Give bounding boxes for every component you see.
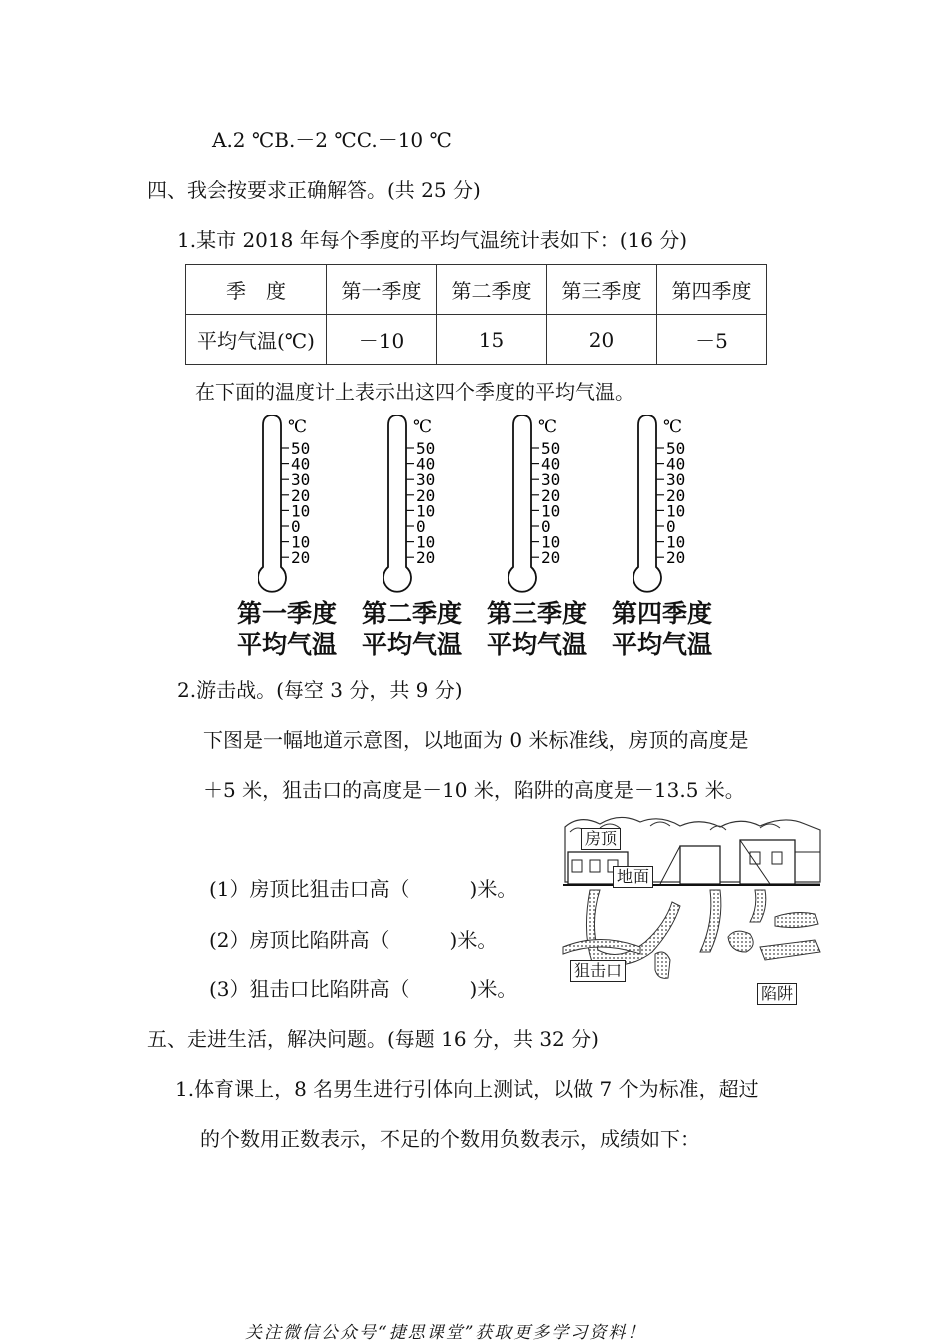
tunnel xyxy=(760,940,820,960)
house-right xyxy=(740,840,795,884)
tick-label: 10 xyxy=(666,501,686,521)
tick-label: 50 xyxy=(666,439,686,458)
tick-label: 20 xyxy=(541,548,561,568)
tick-label: 40 xyxy=(291,454,311,474)
thermometer-1[interactable] xyxy=(258,415,338,600)
sniper-hole xyxy=(655,952,670,978)
thermometer-tube xyxy=(633,415,661,592)
tunnel xyxy=(700,890,721,952)
table-cell: 平均气温(℃) xyxy=(186,315,327,365)
table-data-row xyxy=(186,315,767,365)
unit-label: ℃ xyxy=(288,417,308,437)
unit-label: ℃ xyxy=(663,417,683,437)
table-cell: 第三季度 xyxy=(547,265,657,315)
tick-label: 10 xyxy=(541,501,561,521)
tick-label: 50 xyxy=(541,439,561,458)
tick-label: 10 xyxy=(291,532,311,552)
trap-pit xyxy=(728,931,753,952)
q2-desc-line2: ＋5 米，狙击口的高度是－10 米，陷阱的高度是－13.5 米。 xyxy=(203,778,745,802)
unit-label: ℃ xyxy=(413,417,433,437)
q2-desc-line1: 下图是一幅地道示意图，以地面为 0 米标准线，房顶的高度是 xyxy=(203,728,749,752)
section4-title: 四、我会按要求正确解答。(共 25 分) xyxy=(147,178,481,202)
tick-label: 30 xyxy=(666,470,686,490)
tick-label: 30 xyxy=(541,470,561,490)
instruction: 在下面的温度计上表示出这四个季度的平均气温。 xyxy=(195,380,635,404)
tick-label: 40 xyxy=(416,454,436,474)
map-label-roof: 房顶 xyxy=(581,828,621,850)
table-cell: 第一季度 xyxy=(327,265,437,315)
tick-label: 20 xyxy=(416,485,436,505)
table-cell: －5 xyxy=(657,315,767,365)
tick-label: 30 xyxy=(416,470,436,490)
thermometer-3[interactable] xyxy=(508,415,588,600)
tick-label: 0 xyxy=(291,517,301,536)
q2-sub1: (1）房顶比狙击口高（ )米。 xyxy=(209,877,518,901)
map-label-sniper: 狙击口 xyxy=(570,960,626,982)
thermo-label-4: 第四季度 平均气温 xyxy=(611,599,712,659)
map-label-trap: 陷阱 xyxy=(757,983,797,1005)
tick-label: 20 xyxy=(666,548,686,568)
tick-label: 30 xyxy=(291,470,311,490)
section5-title: 五、走进生活，解决问题。(每题 16 分，共 32 分) xyxy=(147,1027,599,1051)
tick-label: 10 xyxy=(541,532,561,552)
thermometer-tube xyxy=(508,415,536,592)
tunnel xyxy=(750,890,766,922)
thermometer-2[interactable] xyxy=(383,415,463,600)
table-cell: 第二季度 xyxy=(437,265,547,315)
tick-label: 50 xyxy=(291,439,311,458)
thermometer-4[interactable] xyxy=(633,415,713,600)
thermo-label-1: 第一季度 平均气温 xyxy=(236,599,337,659)
tick-label: 20 xyxy=(291,485,311,505)
table-cell: 20 xyxy=(547,315,657,365)
tick-label: 40 xyxy=(541,454,561,474)
tick-label: 50 xyxy=(416,439,436,458)
tick-label: 0 xyxy=(416,517,426,536)
tunnel xyxy=(775,913,818,928)
thermo-label-2: 第二季度 平均气温 xyxy=(361,599,462,659)
house-middle xyxy=(680,846,720,884)
tick-label: 20 xyxy=(416,548,436,568)
tick-label: 10 xyxy=(291,501,311,521)
table-cell: 第四季度 xyxy=(657,265,767,315)
tick-label: 10 xyxy=(416,501,436,521)
tick-label: 0 xyxy=(666,517,676,536)
footer-note: 关注微信公众号“捷思课堂”获取更多学习资料！ xyxy=(245,1323,647,1343)
tick-label: 20 xyxy=(541,485,561,505)
table-cell: －10 xyxy=(327,315,437,365)
q2-sub2: (2）房顶比陷阱高（ )米。 xyxy=(209,928,498,952)
tick-label: 20 xyxy=(291,548,311,568)
thermo-label-3: 第三季度 平均气温 xyxy=(486,599,587,659)
s5-q1-line2: 的个数用正数表示，不足的个数用负数表示，成绩如下： xyxy=(200,1127,700,1151)
table-cell: 季 度 xyxy=(186,265,327,315)
s5-q1-line1: 1.体育课上，8 名男生进行引体向上测试，以做 7 个为标准，超过 xyxy=(175,1077,759,1101)
q2-title: 2.游击战。(每空 3 分，共 9 分) xyxy=(177,678,463,702)
option-line: A.2 ℃B.－2 ℃C.－10 ℃ xyxy=(212,128,452,152)
tick-label: 20 xyxy=(666,485,686,505)
table-header-row xyxy=(186,265,767,315)
temperature-table xyxy=(185,264,767,365)
tick-label: 40 xyxy=(666,454,686,474)
q2-sub3: (3）狙击口比陷阱高（ )米。 xyxy=(209,977,518,1001)
q1-title: 1.某市 2018 年每个季度的平均气温统计表如下：(16 分) xyxy=(177,228,688,252)
tick-label: 0 xyxy=(541,517,551,536)
thermometer-tube xyxy=(258,415,286,592)
tick-label: 10 xyxy=(416,532,436,552)
map-label-ground: 地面 xyxy=(613,866,653,888)
thermometer-tube xyxy=(383,415,411,592)
tick-label: 10 xyxy=(666,532,686,552)
unit-label: ℃ xyxy=(538,417,558,437)
table-cell: 15 xyxy=(437,315,547,365)
